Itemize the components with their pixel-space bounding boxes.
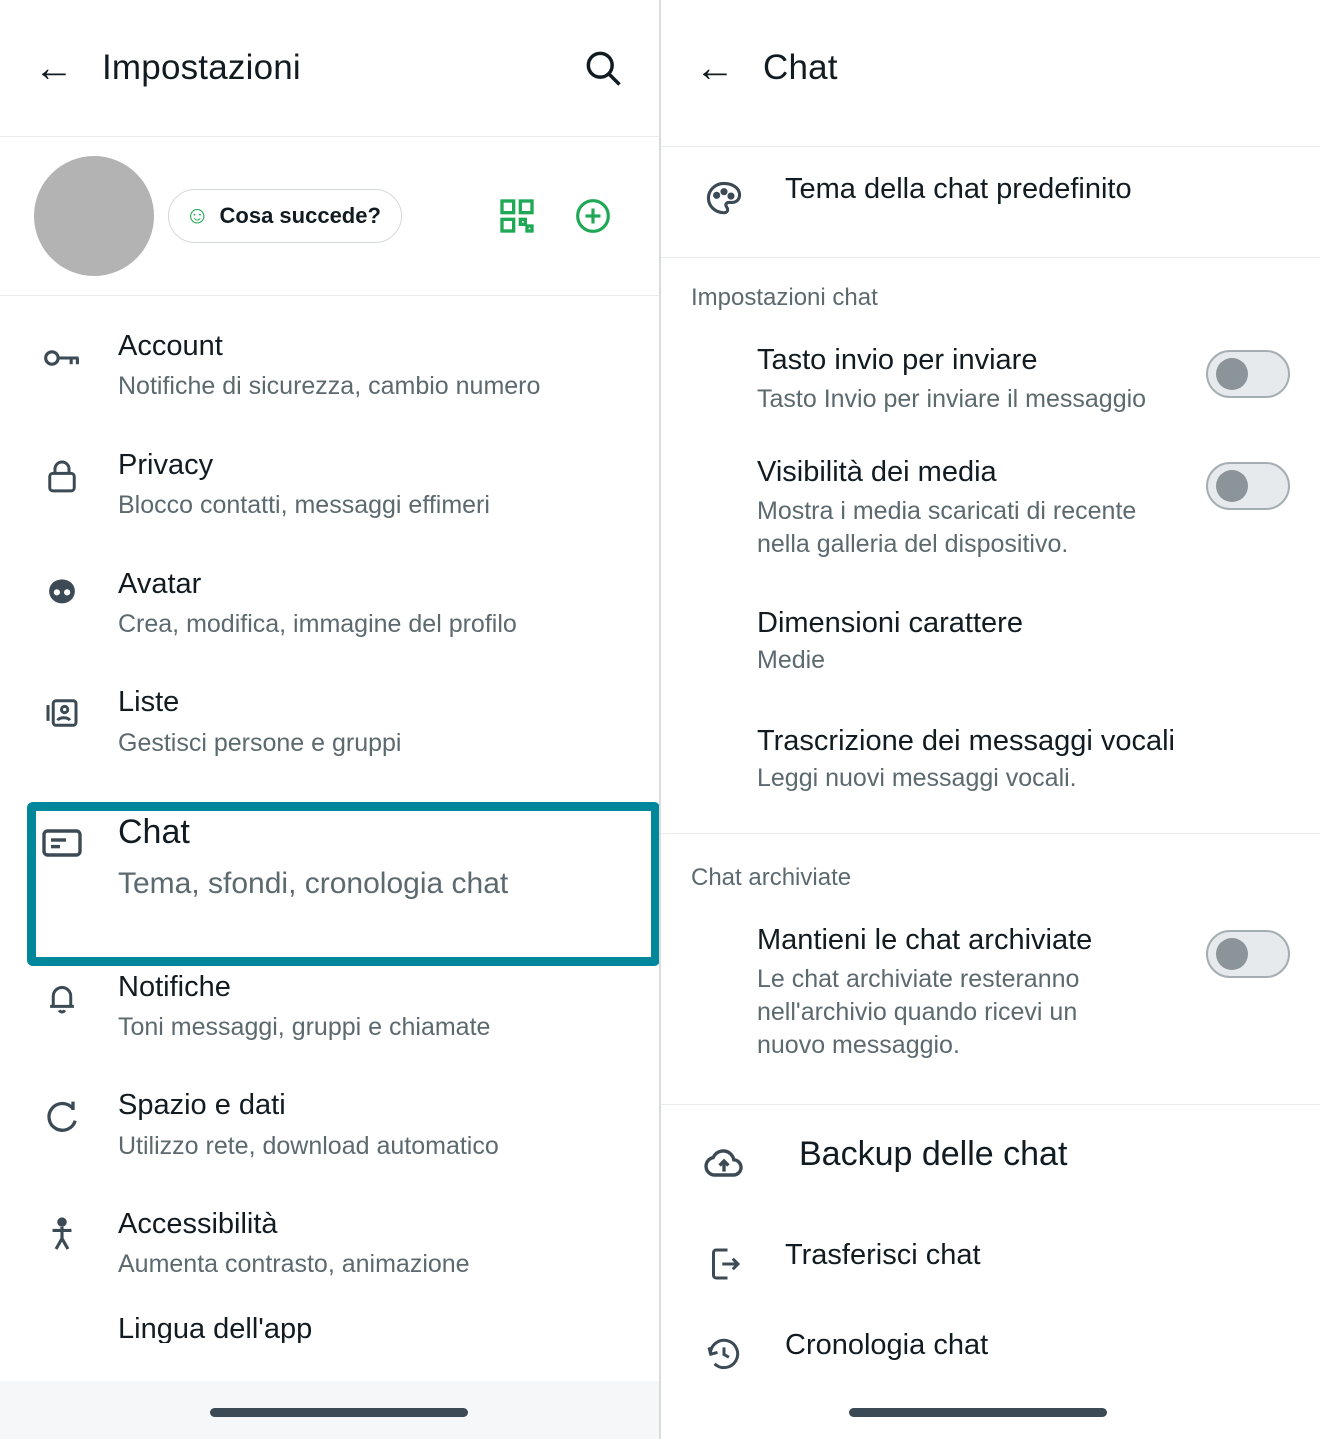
- item-subtitle: Toni messaggi, gruppi e chiamate: [118, 1012, 491, 1041]
- row-tasto-invio[interactable]: [661, 324, 1320, 436]
- add-circle-icon[interactable]: [573, 196, 613, 236]
- sidebar-item-account[interactable]: [0, 306, 659, 425]
- row-subtitle: Tasto Invio per inviare il messaggio: [757, 385, 1147, 413]
- row-trascrizione-vocali[interactable]: [661, 695, 1320, 823]
- item-subtitle: Gestisci persone e gruppi: [118, 728, 402, 757]
- status-button[interactable]: [168, 189, 402, 243]
- smiley-icon: ☺: [185, 202, 210, 229]
- item-title: Chat: [118, 813, 190, 851]
- row-title: Mantieni le chat archiviate: [757, 924, 1093, 956]
- toggle-visibilita-media[interactable]: [1206, 462, 1290, 510]
- sidebar-item-privacy[interactable]: [0, 425, 659, 544]
- cloud-backup-icon: [691, 1135, 757, 1187]
- row-dimensioni-carattere[interactable]: [661, 581, 1320, 695]
- item-subtitle: Blocco contatti, messaggi effimeri: [118, 491, 490, 519]
- settings-appbar: [0, 0, 659, 136]
- page-title: Chat: [763, 48, 838, 87]
- row-tema-chat[interactable]: [661, 147, 1320, 247]
- lists-icon: [30, 684, 94, 734]
- row-trasferisci-chat[interactable]: [661, 1217, 1320, 1307]
- history-icon: [691, 1329, 757, 1375]
- sidebar-item-accessibilita[interactable]: [0, 1184, 659, 1303]
- row-title: Tasto invio per inviare: [757, 344, 1038, 376]
- sidebar-item-notifiche[interactable]: [0, 947, 659, 1066]
- row-subtitle: Le chat archiviate resteranno nell'archivio quando ricevi un nuovo messaggio.: [757, 965, 1080, 1059]
- chat-settings-screen: [661, 0, 1320, 1439]
- row-title: Cronologia chat: [785, 1329, 989, 1361]
- item-subtitle: Crea, modifica, immagine del profilo: [118, 609, 517, 638]
- row-title: Visibilità dei media: [757, 456, 997, 488]
- item-title: Notifiche: [118, 970, 231, 1003]
- key-icon: [30, 328, 94, 380]
- row-mantieni-chat-archiviate[interactable]: [661, 904, 1320, 1082]
- qr-code-icon[interactable]: [497, 196, 537, 236]
- search-icon[interactable]: [581, 46, 625, 90]
- row-title: Trascrizione dei messaggi vocali: [757, 725, 1175, 757]
- item-title: Accessibilità: [118, 1208, 278, 1240]
- toggle-mantieni-chat-archiviate[interactable]: [1206, 930, 1290, 978]
- row-title: Dimensioni carattere: [757, 607, 1023, 639]
- accessibility-icon: [30, 1206, 94, 1256]
- item-subtitle: Utilizzo rete, download automatico: [118, 1131, 499, 1160]
- sidebar-item-avatar[interactable]: [0, 544, 659, 663]
- arrow-left-icon[interactable]: ←: [695, 46, 735, 90]
- sidebar-item-liste[interactable]: [0, 662, 659, 781]
- row-backup-chat[interactable]: [661, 1105, 1320, 1217]
- row-subtitle: Mostra i media scaricati di recente nella galleria del dispositivo.: [757, 497, 1137, 558]
- chat-appbar: [661, 0, 1320, 136]
- chat-icon: [30, 811, 94, 867]
- palette-icon: [691, 173, 757, 221]
- page-title: Impostazioni: [102, 48, 301, 87]
- toggle-tasto-invio[interactable]: [1206, 350, 1290, 398]
- item-title: Privacy: [118, 448, 214, 481]
- avatar-icon: [30, 566, 94, 618]
- arrow-left-icon[interactable]: ←: [34, 46, 74, 90]
- home-indicator: [210, 1408, 468, 1417]
- sidebar-item-chat[interactable]: [0, 781, 659, 933]
- item-subtitle: Aumenta contrasto, animazione: [118, 1250, 470, 1279]
- sidebar-item-lingua[interactable]: Lingua dell'app: [118, 1312, 313, 1343]
- row-title: Trasferisci chat: [785, 1239, 981, 1271]
- bell-icon: [30, 969, 94, 1019]
- home-indicator: [849, 1408, 1107, 1417]
- status-label: Cosa succede?: [219, 203, 381, 228]
- row-visibilita-media[interactable]: [661, 436, 1320, 581]
- transfer-chat-icon: [691, 1239, 757, 1285]
- item-subtitle: Tema, sfondi, cronologia chat: [118, 866, 509, 900]
- section-header-chat-archiviate: Chat archiviate: [691, 864, 852, 891]
- item-title: Liste: [118, 686, 180, 719]
- item-title: Spazio e dati: [118, 1089, 286, 1122]
- refresh-icon: [30, 1087, 94, 1139]
- row-subtitle: Leggi nuovi messaggi vocali.: [757, 764, 1077, 792]
- sidebar-item-spazio-e-dati[interactable]: [0, 1065, 659, 1184]
- lock-icon: [30, 447, 94, 497]
- section-header-impostazioni-chat: Impostazioni chat: [691, 284, 878, 311]
- row-title: Backup delle chat: [799, 1135, 1068, 1173]
- row-value: Medie: [757, 646, 826, 674]
- settings-list: [0, 296, 659, 1343]
- row-title: Tema della chat predefinito: [785, 173, 1132, 205]
- item-title: Avatar: [118, 567, 202, 600]
- item-subtitle: Notifiche di sicurezza, cambio numero: [118, 372, 541, 401]
- profile-row[interactable]: [0, 136, 659, 296]
- item-title: Account: [118, 330, 223, 362]
- avatar[interactable]: [34, 156, 154, 276]
